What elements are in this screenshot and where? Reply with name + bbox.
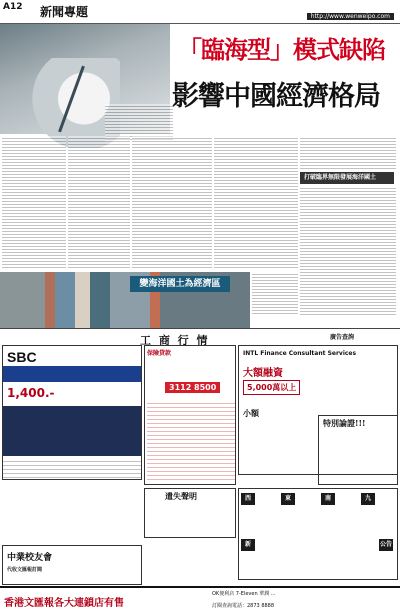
- special-head: 特別論證!!!: [323, 418, 366, 428]
- article-column-3: [132, 136, 212, 270]
- website-url[interactable]: http://www.wenweipo.com: [307, 13, 394, 20]
- sbc-details: [3, 406, 142, 456]
- alumni-sub: 代收文匯報訂閱: [7, 567, 43, 573]
- page-footer: [0, 586, 400, 612]
- loan-details: [147, 400, 235, 480]
- article-column-5a: [300, 136, 396, 170]
- classified-grid[interactable]: [238, 488, 398, 580]
- sbc-logo: SBC: [7, 349, 37, 365]
- special-ad[interactable]: [318, 415, 398, 485]
- port-photo: [0, 272, 250, 328]
- region-tag: 西: [241, 493, 255, 505]
- finance-amount: 5,000萬以上: [243, 380, 300, 395]
- footer-tel: 訂閱查詢電話：2873 8888: [212, 603, 275, 609]
- section-title: 新聞專題: [40, 5, 89, 19]
- loan-head: 保險貸款: [147, 350, 172, 357]
- alumni-head: 中業校友會: [7, 553, 53, 563]
- commerce-title: 工 商 行 情: [140, 334, 210, 347]
- finance-head: INTL Finance Consultant Services: [243, 350, 357, 357]
- region-tag: 新: [241, 539, 255, 551]
- headline-black: 影響中國經濟格局: [172, 81, 380, 112]
- headline-red: 「臨海型」模式缺陷: [178, 35, 385, 64]
- sbc-price: 1,400.-: [7, 386, 55, 400]
- notice-head: 遺失聲明: [165, 491, 197, 501]
- loan-phone: 3112 8500: [165, 382, 220, 393]
- footer-stores: OK便利店 7-Eleven 華潤 ...: [212, 591, 276, 597]
- page-header: [0, 0, 400, 24]
- column-subhead: 打破臨界無限發展海洋國土: [300, 172, 394, 184]
- commerce-right: 廣告查詢: [330, 334, 355, 341]
- page-number: A12: [3, 2, 23, 12]
- article-column-1: [2, 136, 66, 270]
- article-column-4: [214, 136, 298, 270]
- port-caption: 變海洋國土為經濟區: [130, 276, 230, 292]
- article-column-5b: [300, 186, 396, 316]
- region-tag: 南: [321, 493, 335, 505]
- article-column-6: [252, 272, 298, 316]
- region-tag: 九: [361, 493, 375, 505]
- section-divider: [0, 328, 400, 329]
- finance-big: 大額融資: [243, 368, 283, 379]
- sbc-band: [3, 366, 142, 382]
- finance-small: 小額: [243, 409, 259, 418]
- loan-ad[interactable]: [144, 345, 236, 485]
- article-column-2: [68, 136, 130, 270]
- sbc-locations: [3, 458, 142, 480]
- region-tag: 公告: [379, 539, 393, 551]
- notice-ad[interactable]: [144, 488, 236, 538]
- alumni-ad[interactable]: [2, 545, 142, 585]
- region-tag: 東: [281, 493, 295, 505]
- footer-left: 香港文匯報各大連鎖店有售: [4, 598, 124, 609]
- sbc-ad[interactable]: [2, 345, 142, 480]
